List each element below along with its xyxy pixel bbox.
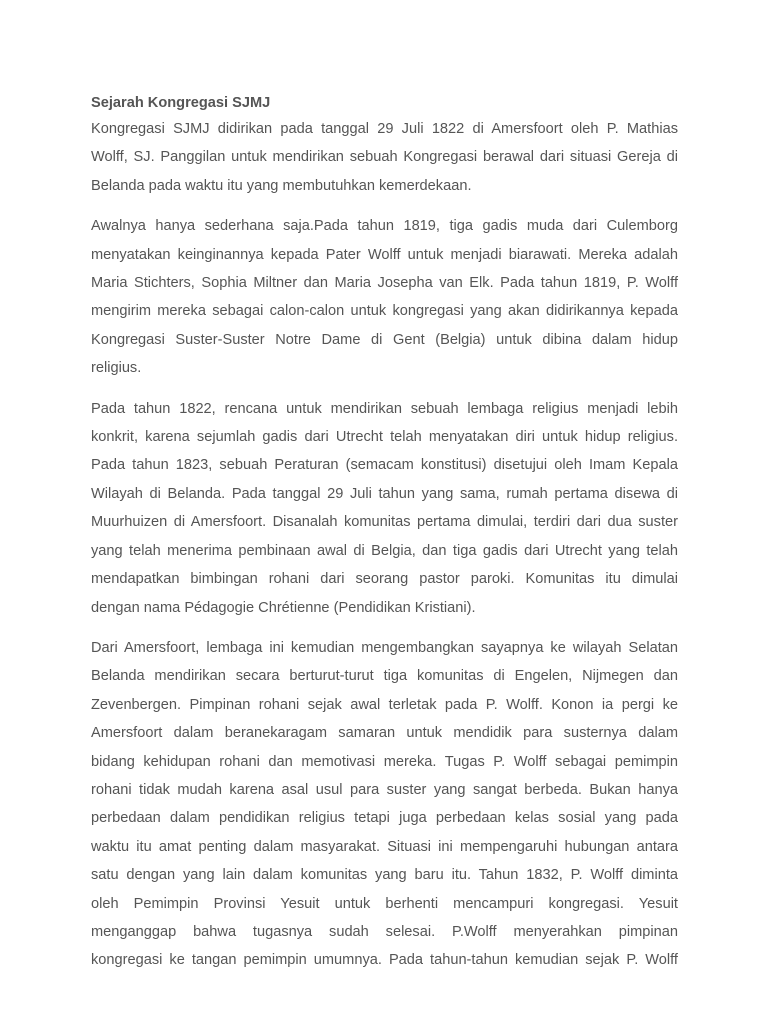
paragraph-line: Muurhuizen di Amersfoort. Disanalah komunitas pertama dimulai, terdiri dari dua suster bbox=[91, 514, 678, 531]
paragraph-line: bidang kehidupan rohani dan memotivasi mereka. Tugas P. Wolff sebagai pemimpin bbox=[91, 753, 678, 770]
paragraph-line: menyatakan keinginannya kepada Pater Wolff untuk menjadi biarawati. Mereka adalah bbox=[91, 246, 678, 263]
paragraph-line: Zevenbergen. Pimpinan rohani sejak awal terletak pada P. Wolff. Konon ia pergi ke bbox=[91, 696, 678, 713]
paragraph-line: konkrit, karena sejumlah gadis dari Utrecht telah menyatakan diri untuk hidup religius. bbox=[91, 429, 678, 446]
paragraph-line: yang telah menerima pembinaan awal di Belgia, dan tiga gadis dari Utrecht yang telah bbox=[91, 542, 678, 559]
paragraph-line: Pada tahun 1823, sebuah Peraturan (semacam konstitusi) disetujui oleh Imam Kepala bbox=[91, 457, 678, 474]
paragraph-line: oleh Pemimpin Provinsi Yesuit untuk berhenti mencampuri kongregasi. Yesuit bbox=[91, 895, 678, 912]
paragraph-line: kongregasi ke tangan pemimpin umumnya. Pada tahun-tahun kemudian sejak P. Wolff bbox=[91, 952, 678, 969]
paragraph-line: perbedaan dalam pendidikan religius tetapi juga perbedaan kelas sosial yang pada bbox=[91, 810, 678, 827]
paragraph-line: waktu itu amat penting dalam masyarakat. Situasi ini mempengaruhi hubungan antara bbox=[91, 838, 678, 855]
paragraph-line: Wilayah di Belanda. Pada tanggal 29 Juli tahun yang sama, rumah pertama disewa di bbox=[91, 485, 678, 502]
paragraph-line: Belanda pada waktu itu yang membutuhkan kemerdekaan. bbox=[91, 177, 472, 194]
paragraph-line: Amersfoort dalam beranekaragam samaran untuk mendidik para susternya dalam bbox=[91, 725, 678, 742]
paragraph-2 bbox=[91, 212, 678, 382]
document-title: Sejarah Kongregasi SJMJ bbox=[91, 95, 271, 111]
paragraph-line: Belanda mendirikan secara berturut-turut tiga komunitas di Engelen, Nijmegen dan bbox=[91, 668, 678, 685]
paragraph-list bbox=[91, 115, 678, 975]
paragraph-1 bbox=[91, 115, 678, 200]
paragraph-line: Maria Stichters, Sophia Miltner dan Maria Josepha van Elk. Pada tahun 1819, P. Wolff bbox=[91, 275, 678, 292]
paragraph-line: mengirim mereka sebagai calon-calon untuk kongregasi yang akan didirikannya kepada bbox=[91, 303, 678, 320]
paragraph-line: Pada tahun 1822, rencana untuk mendirikan sebuah lembaga religius menjadi lebih bbox=[91, 400, 678, 417]
paragraph-line: dengan nama Pédagogie Chrétienne (Pendidikan Kristiani). bbox=[91, 599, 476, 616]
paragraph-line: religius. bbox=[91, 360, 142, 377]
paragraph-line: Kongregasi SJMJ didirikan pada tanggal 29 Juli 1822 di Amersfoort oleh P. Mathias bbox=[91, 121, 678, 137]
paragraph-line: Wolff, SJ. Panggilan untuk mendirikan sebuah Kongregasi berawal dari situasi Gereja di bbox=[91, 149, 678, 166]
paragraph-line: Dari Amersfoort, lembaga ini kemudian mengembangkan sayapnya ke wilayah Selatan bbox=[91, 639, 678, 656]
document-body bbox=[91, 91, 678, 987]
paragraph-line: mendapatkan bimbingan rohani dari seorang pastor paroki. Komunitas itu dimulai bbox=[91, 571, 678, 588]
paragraph-line: Kongregasi Suster-Suster Notre Dame di Gent (Belgia) untuk dibina dalam hidup bbox=[91, 331, 678, 348]
paragraph-line: satu dengan yang lain dalam komunitas yang baru itu. Tahun 1832, P. Wolff diminta bbox=[91, 867, 678, 884]
paragraph-line: menganggap bahwa tugasnya sudah selesai. P.Wolff menyerahkan pimpinan bbox=[91, 923, 678, 940]
paragraph-line: Awalnya hanya sederhana saja.Pada tahun 1819, tiga gadis muda dari Culemborg bbox=[91, 218, 678, 235]
paragraph-3 bbox=[91, 395, 678, 622]
paragraph-line: rohani tidak mudah karena asal usul para suster yang sangat berbeda. Bukan hanya bbox=[91, 781, 678, 798]
paragraph-4 bbox=[91, 634, 678, 975]
